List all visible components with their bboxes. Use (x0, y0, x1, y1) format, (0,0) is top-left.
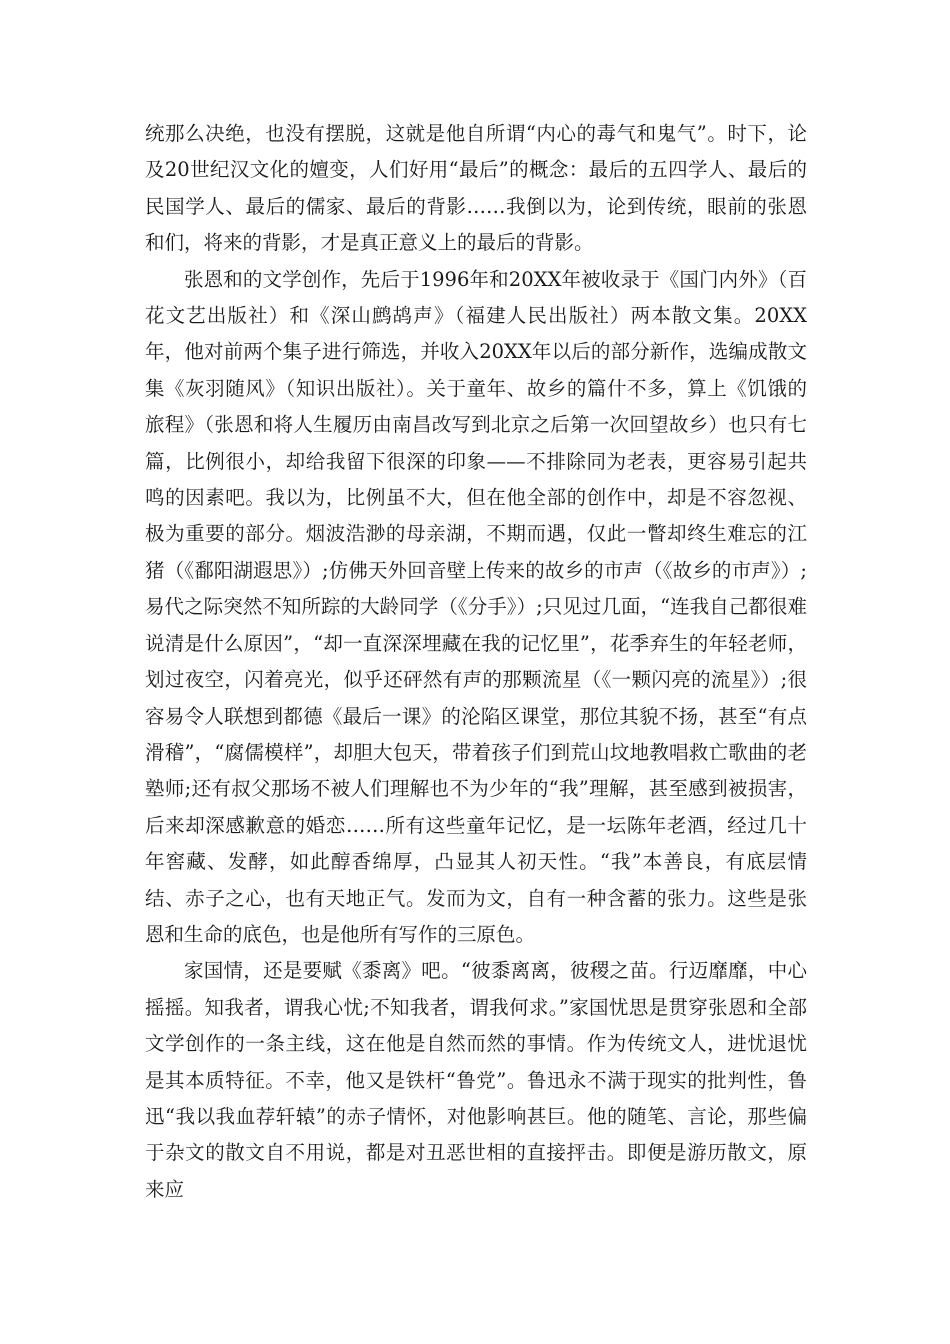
paragraph-national-sentiment: 家国情，还是要赋《黍离》吧。“彼黍离离，彼稷之苗。行迈靡靡，中心摇摇。知我者，谓我心忧;不知我者，谓我何求。”家国忧思是贯穿张恩和全部文学创作的一条主线，这在他是自然而然的事情。作为传统文人，进忧退忧是其本质特征。不幸，他又是铁杆“鲁党”。鲁迅永不满于现实的批判性，鲁迅“我以我血荐轩辕”的赤子情怀，对他影响甚巨。他的随笔、言论，那些偏于杂文的散文自不用说，都是对丑恶世相的直接抨击。即便是游历散文，原来应 (145, 959, 807, 1201)
article-body (145, 116, 807, 1208)
paragraph-literary-works: 张恩和的文学创作，先后于1996年和20XX年被收录于《国门内外》（百花文艺出版社）和《深山鹧鸪声》（福建人民出版社）两本散文集。20XX年，他对前两个集子进行筛选，并收入20XX年以后的部分新作，选编成散文集《灰羽随风》（知识出版社）。关于童年、故乡的篇什不多，算上《饥饿的旅程》（张恩和将人生履历由南昌改写到北京之后第一次回望故乡）也只有七篇，比例很小，却给我留下很深的印象——不排除同为老表，更容易引起共鸣的因素吧。我以为，比例虽不大，但在他全部的创作中，却是不容忽视、极为重要的部分。烟波浩渺的母亲湖，不期而遇，仅此一瞥却终生难忘的江猪（《鄱阳湖遐思》）;仿佛天外回音壁上传来的故乡的市声（《故乡的市声》）;易代之际突然不知所踪的大龄同学（《分手》）;只见过几面，“连我自己都很难说清是什么原因”，“却一直深深埋藏在我的记忆里”，花季弃生的年轻老师，划过夜空，闪着亮光，似乎还砰然有声的那颗流星（《一颗闪亮的流星》）;很容易令人联想到都德《最后一课》的沦陷区课堂，那位其貌不扬，甚至“有点滑稽”，“腐儒模样”，却胆大包天，带着孩子们到荒山坟地教唱救亡歌曲的老塾师;还有叔父那场不被人们理解也不为少年的“我”理解，甚至感到被损害，后来却深感歉意的婚恋……所有这些童年记忆，是一坛陈年老酒，经过几十年窖藏、发酵，如此醇香绵厚，凸显其人初天性。“我”本善良，有底层情结、赤子之心，也有天地正气。发而为文，自有一种含蓄的张力。这些是张恩和生命的底色，也是他所有写作的三原色。 (145, 267, 807, 946)
paragraph-continuation: 统那么决绝，也没有摆脱，这就是他自所谓“内心的毒气和鬼气”。时下，论及20世纪汉文化的嬗变，人们好用“最后”的概念：最后的五四学人、最后的民国学人、最后的儒家、最后的背影……我倒以为，论到传统，眼前的张恩和们，将来的背影，才是真正意义上的最后的背影。 (145, 122, 807, 255)
